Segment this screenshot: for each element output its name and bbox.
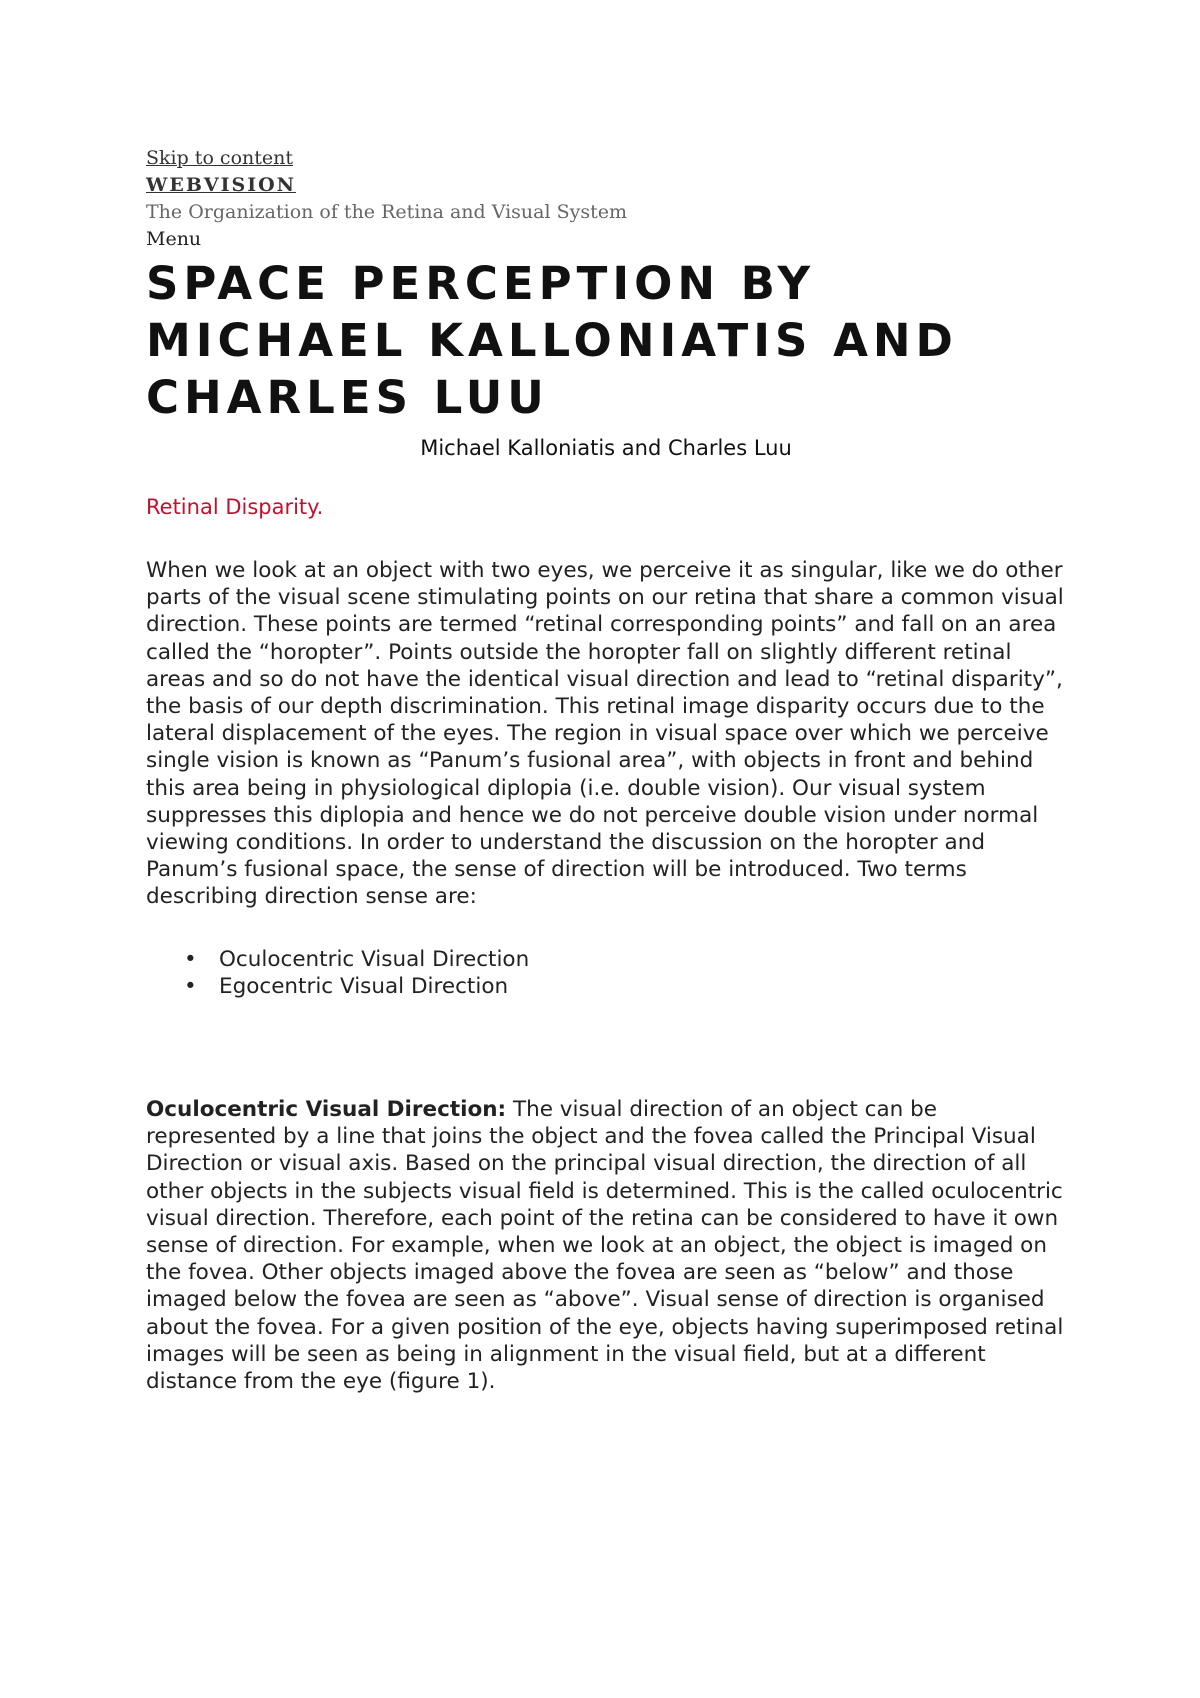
- skip-to-content-link[interactable]: Skip to content: [146, 147, 293, 169]
- bullet-icon: •: [184, 973, 197, 999]
- paragraph-oculocentric: [146, 1096, 1066, 1395]
- author-byline: Michael Kalloniatis and Charles Luu: [420, 436, 792, 460]
- list-item: [146, 973, 1066, 1000]
- paragraph-body: The visual direction of an object can be represented by a line that joins the object and the fovea called the Principal Visual Direction or visual axis. Based on the principal visual direction, the direction of all other objects in the subjects visual field is determined. This is the called oculocentric visual direction. Therefore, each point of the retina can be considered to have it own sense of direction. For example, when we look at an object, the object is imaged on the fovea. Other objects imaged above the fovea are seen as “below” and those imaged below the fovea are seen as “above”. Visual sense of direction is organised about the fovea. For a given position of the eye, objects having superimposed retinal images will be seen as being in alignment in the visual field, but at a different distance from the eye (figure 1).: [146, 1097, 1064, 1395]
- list-item-label: Egocentric Visual Direction: [219, 973, 509, 999]
- page-content: [146, 145, 1066, 1395]
- direction-terms-list: [146, 946, 1066, 1000]
- paragraph-retinal-disparity: When we look at an object with two eyes, we perceive it as singular, like we do other parts of the visual scene stimulating points on our retina that share a common visual direction. These points are termed “retinal corresponding points” and fall on an area called the “horopter”. Points outside the horopter fall on slightly different retinal areas and so do not have the identical visual direction and lead to “retinal disparity”, the basis of our depth discrimination. This retinal image disparity occurs due to the lateral displacement of the eyes. The region in visual space over which we perceive single vision is known as “Panum’s fusional area”, with objects in front and behind this area being in physiological diplopia (i.e. double vision). Our visual system suppresses this diplopia and hence we do not perceive double vision under normal viewing conditions. In order to understand the discussion on the horopter and Panum’s fusional space, the sense of direction will be introduced. Two terms describing direction sense are:: [146, 558, 1064, 910]
- section-heading: Retinal Disparity.: [146, 495, 324, 519]
- site-title-link[interactable]: WEBVISION: [146, 174, 297, 196]
- menu-button[interactable]: Menu: [146, 228, 202, 250]
- page-title: SPACE PERCEPTION BY MICHAEL KALLONIATIS AND CHARLES LUU: [146, 257, 958, 424]
- paragraph-lead-term: Oculocentric Visual Direction:: [146, 1097, 507, 1123]
- list-item: [146, 946, 1066, 973]
- site-description: The Organization of the Retina and Visual System: [146, 201, 628, 223]
- bullet-icon: •: [184, 946, 197, 972]
- list-item-label: Oculocentric Visual Direction: [219, 946, 530, 972]
